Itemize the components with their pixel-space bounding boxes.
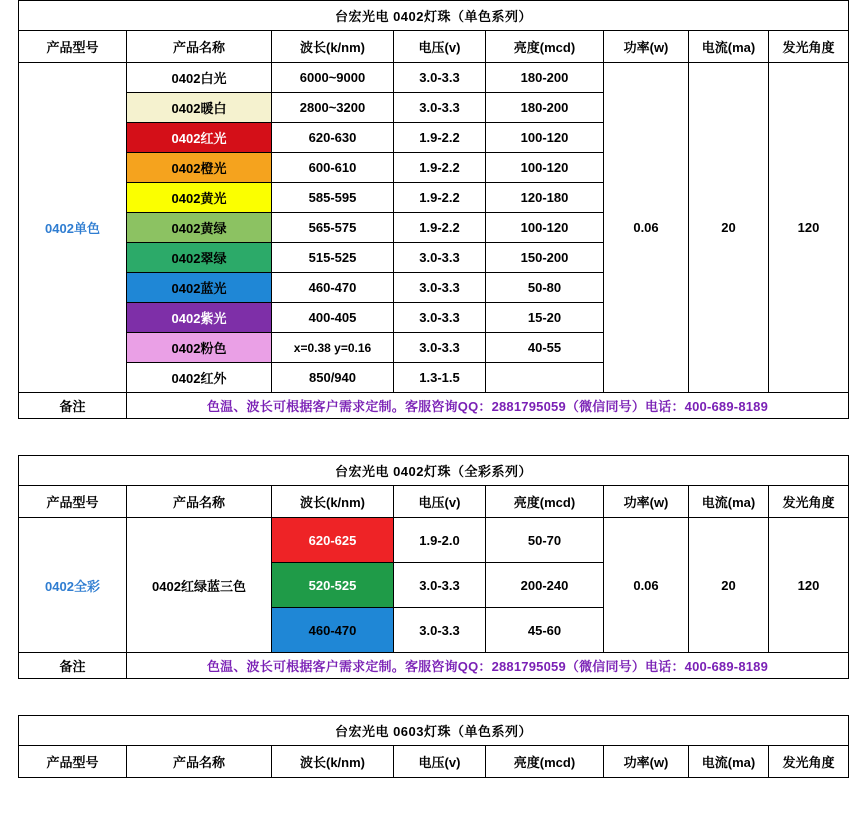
brightness-value: 120-180 [486,183,604,213]
column-header-brightness: 亮度(mcd) [486,486,604,518]
angle-value: 120 [769,63,849,393]
table-0603-single-color-wrap [18,715,859,778]
power-value: 0.06 [604,63,689,393]
table-gap-4 [0,697,859,715]
column-header-power: 功率(w) [604,486,689,518]
brightness-value: 180-200 [486,63,604,93]
product-name: 0402橙光 [127,153,272,183]
wavelength-value: 460-470 [272,608,394,653]
column-header-angle: 发光角度 [769,486,849,518]
current-value: 20 [689,63,769,393]
note-text: 色温、波长可根据客户需求定制。客服咨询QQ：2881795059（微信同号）电话：400-689-8189 [127,393,849,419]
wavelength-value: 585-595 [272,183,394,213]
table-title-row [19,456,849,486]
product-name: 0402蓝光 [127,273,272,303]
wavelength-value: 850/940 [272,363,394,393]
voltage-value: 1.9-2.0 [394,518,486,563]
product-name: 0402黄光 [127,183,272,213]
voltage-value: 3.0-3.3 [394,303,486,333]
product-name: 0402白光 [127,63,272,93]
wavelength-value: 2800~3200 [272,93,394,123]
model-label: 0402单色 [19,63,127,393]
brightness-value: 15-20 [486,303,604,333]
table-title: 台宏光电 0402灯珠（单色系列） [19,1,849,31]
power-value: 0.06 [604,518,689,653]
column-header-model: 产品型号 [19,486,127,518]
note-row [19,393,849,419]
column-header-model: 产品型号 [19,31,127,63]
wavelength-value: 600-610 [272,153,394,183]
table-0402-fullcolor-wrap [18,455,859,679]
column-header-voltage: 电压(v) [394,486,486,518]
wavelength-value: 6000~9000 [272,63,394,93]
table-row [19,63,849,93]
brightness-value: 100-120 [486,153,604,183]
product-name: 0402暖白 [127,93,272,123]
model-label: 0402全彩 [19,518,127,653]
voltage-value: 3.0-3.3 [394,333,486,363]
column-header-wavelength: 波长(k/nm) [272,486,394,518]
table-title: 台宏光电 0402灯珠（全彩系列） [19,456,849,486]
table-0402-full-color [18,455,849,679]
voltage-value: 3.0-3.3 [394,243,486,273]
voltage-value: 3.0-3.3 [394,273,486,303]
brightness-value: 50-80 [486,273,604,303]
table-header-row [19,31,849,63]
column-header-voltage: 电压(v) [394,31,486,63]
note-row [19,653,849,679]
voltage-value: 1.9-2.2 [394,213,486,243]
column-header-model: 产品型号 [19,746,127,778]
voltage-value: 1.9-2.2 [394,153,486,183]
table-gap [0,419,859,437]
angle-value: 120 [769,518,849,653]
voltage-value: 3.0-3.3 [394,63,486,93]
column-header-angle: 发光角度 [769,746,849,778]
brightness-value: 180-200 [486,93,604,123]
product-name: 0402翠绿 [127,243,272,273]
column-header-angle: 发光角度 [769,31,849,63]
voltage-value: 1.3-1.5 [394,363,486,393]
wavelength-value: 620-630 [272,123,394,153]
voltage-value: 3.0-3.3 [394,608,486,653]
column-header-name: 产品名称 [127,486,272,518]
product-name: 0402粉色 [127,333,272,363]
brightness-value: 50-70 [486,518,604,563]
note-label: 备注 [19,393,127,419]
note-text: 色温、波长可根据客户需求定制。客服咨询QQ：2881795059（微信同号）电话：400-689-8189 [127,653,849,679]
voltage-value: 1.9-2.2 [394,183,486,213]
column-header-power: 功率(w) [604,746,689,778]
wavelength-value: 565-575 [272,213,394,243]
brightness-value: 150-200 [486,243,604,273]
table-title-row [19,716,849,746]
table-title-row [19,1,849,31]
voltage-value: 3.0-3.3 [394,93,486,123]
table-0402-single-color-wrap [18,0,859,419]
column-header-voltage: 电压(v) [394,746,486,778]
brightness-value: 45-60 [486,608,604,653]
table-gap-2 [0,437,859,455]
column-header-current: 电流(ma) [689,746,769,778]
column-header-brightness: 亮度(mcd) [486,746,604,778]
wavelength-value: x=0.38 y=0.16 [272,333,394,363]
column-header-current: 电流(ma) [689,31,769,63]
brightness-value: 100-120 [486,123,604,153]
product-name: 0402黄绿 [127,213,272,243]
column-header-brightness: 亮度(mcd) [486,31,604,63]
wavelength-value: 460-470 [272,273,394,303]
brightness-value [486,363,604,393]
table-0402-single-color [18,0,849,419]
product-name: 0402紫光 [127,303,272,333]
column-header-wavelength: 波长(k/nm) [272,31,394,63]
column-header-power: 功率(w) [604,31,689,63]
wavelength-value: 515-525 [272,243,394,273]
table-header-row [19,486,849,518]
note-label: 备注 [19,653,127,679]
voltage-value: 3.0-3.3 [394,563,486,608]
column-header-name: 产品名称 [127,31,272,63]
table-row [19,518,849,563]
wavelength-value: 620-625 [272,518,394,563]
column-header-wavelength: 波长(k/nm) [272,746,394,778]
table-0603-single-color [18,715,849,778]
product-name: 0402红外 [127,363,272,393]
voltage-value: 1.9-2.2 [394,123,486,153]
table-title: 台宏光电 0603灯珠（单色系列） [19,716,849,746]
wavelength-value: 400-405 [272,303,394,333]
column-header-current: 电流(ma) [689,486,769,518]
current-value: 20 [689,518,769,653]
product-name: 0402红光 [127,123,272,153]
column-header-name: 产品名称 [127,746,272,778]
table-header-row [19,746,849,778]
product-name: 0402红绿蓝三色 [127,518,272,653]
wavelength-value: 520-525 [272,563,394,608]
table-gap-3 [0,679,859,697]
brightness-value: 100-120 [486,213,604,243]
brightness-value: 200-240 [486,563,604,608]
brightness-value: 40-55 [486,333,604,363]
